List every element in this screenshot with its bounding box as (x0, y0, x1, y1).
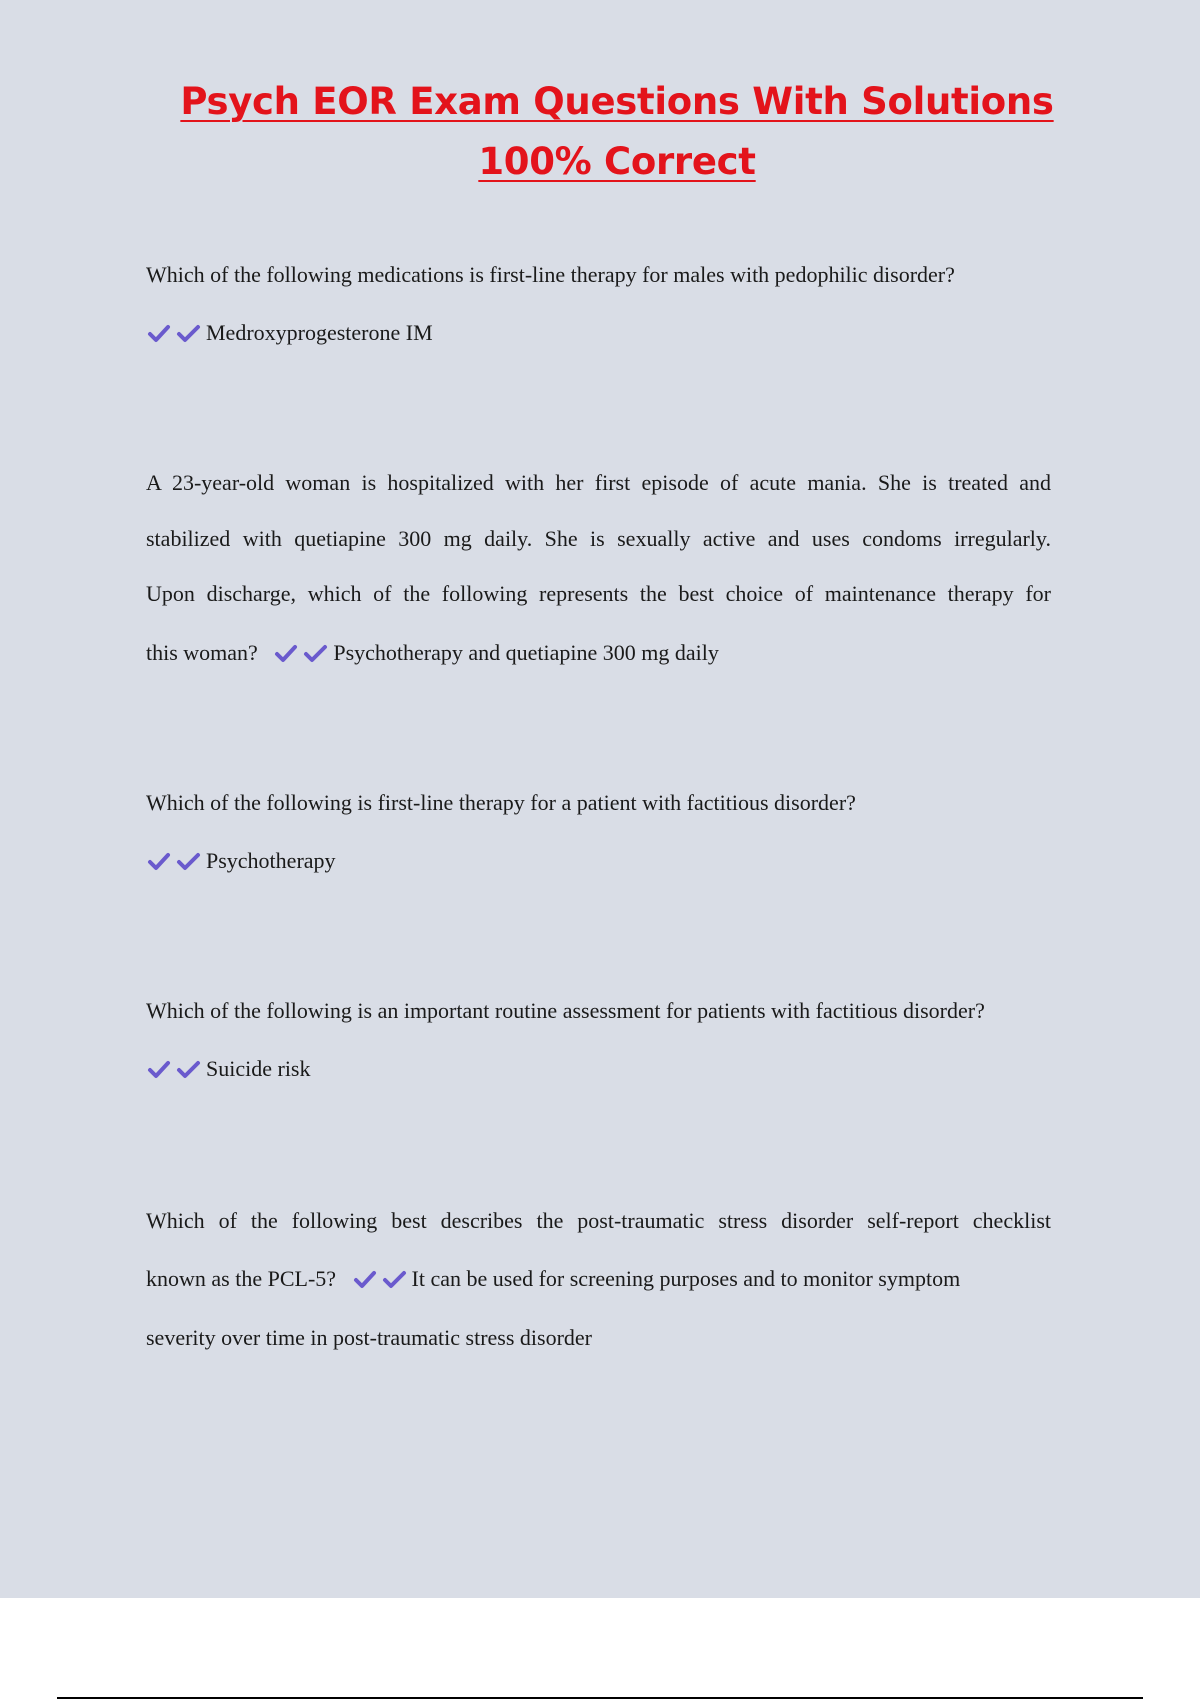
double-check-icon (273, 640, 331, 666)
check-icon (176, 1058, 204, 1080)
double-check-icon (146, 1056, 204, 1082)
answer-text: Psychotherapy (206, 848, 336, 873)
check-icon (176, 322, 204, 344)
footer-divider (57, 1697, 1143, 1699)
answer-text: It can be used for screening purposes and to monitor symptom (411, 1266, 961, 1291)
title-line-2: 100% Correct (478, 140, 756, 183)
double-check-icon (352, 1266, 410, 1292)
question-text-line: Upon discharge, which of the following represents the best choice of maintenance therapy for (146, 581, 1051, 606)
check-icon (146, 1058, 176, 1080)
document-title (0, 72, 1200, 192)
title-line-1: Psych EOR Exam Questions With Solutions (180, 80, 1054, 123)
question-text: Which of the following medications is first-line therapy for males with pedophilic disorder? (146, 262, 955, 287)
question-text-line: stabilized with quetiapine 300 mg daily. She is sexually active and uses condoms irregularly. (146, 526, 1051, 551)
answer-text: Suicide risk (206, 1056, 311, 1081)
double-check-icon (146, 848, 204, 874)
question-text-line: Which of the following best describes the post-traumatic stress disorder self-report checklist (146, 1208, 1051, 1233)
question-answer-line (146, 640, 719, 666)
check-icon (176, 850, 204, 872)
answer-row (146, 848, 336, 874)
double-check-icon (146, 320, 204, 346)
question-answer-line (146, 1266, 960, 1292)
answer-text: Psychotherapy and quetiapine 300 mg daily (333, 640, 719, 665)
question-text: Which of the following is first-line therapy for a patient with factitious disorder? (146, 790, 856, 815)
answer-text: Medroxyprogesterone IM (206, 320, 433, 345)
check-icon (303, 642, 331, 664)
check-icon (352, 1268, 382, 1290)
check-icon (382, 1268, 410, 1290)
question-text-line: this woman? (146, 640, 258, 665)
check-icon (146, 322, 176, 344)
question-text-line: A 23-year-old woman is hospitalized with her first episode of acute mania. She is treated and (146, 470, 1051, 495)
check-icon (273, 642, 303, 664)
answer-row (146, 1056, 311, 1082)
answer-row (146, 320, 433, 346)
question-text-line: known as the PCL-5? (146, 1266, 337, 1291)
question-text: Which of the following is an important routine assessment for patients with factitious disorder? (146, 998, 985, 1023)
answer-text-line: severity over time in post-traumatic stress disorder (146, 1325, 592, 1350)
check-icon (146, 850, 176, 872)
